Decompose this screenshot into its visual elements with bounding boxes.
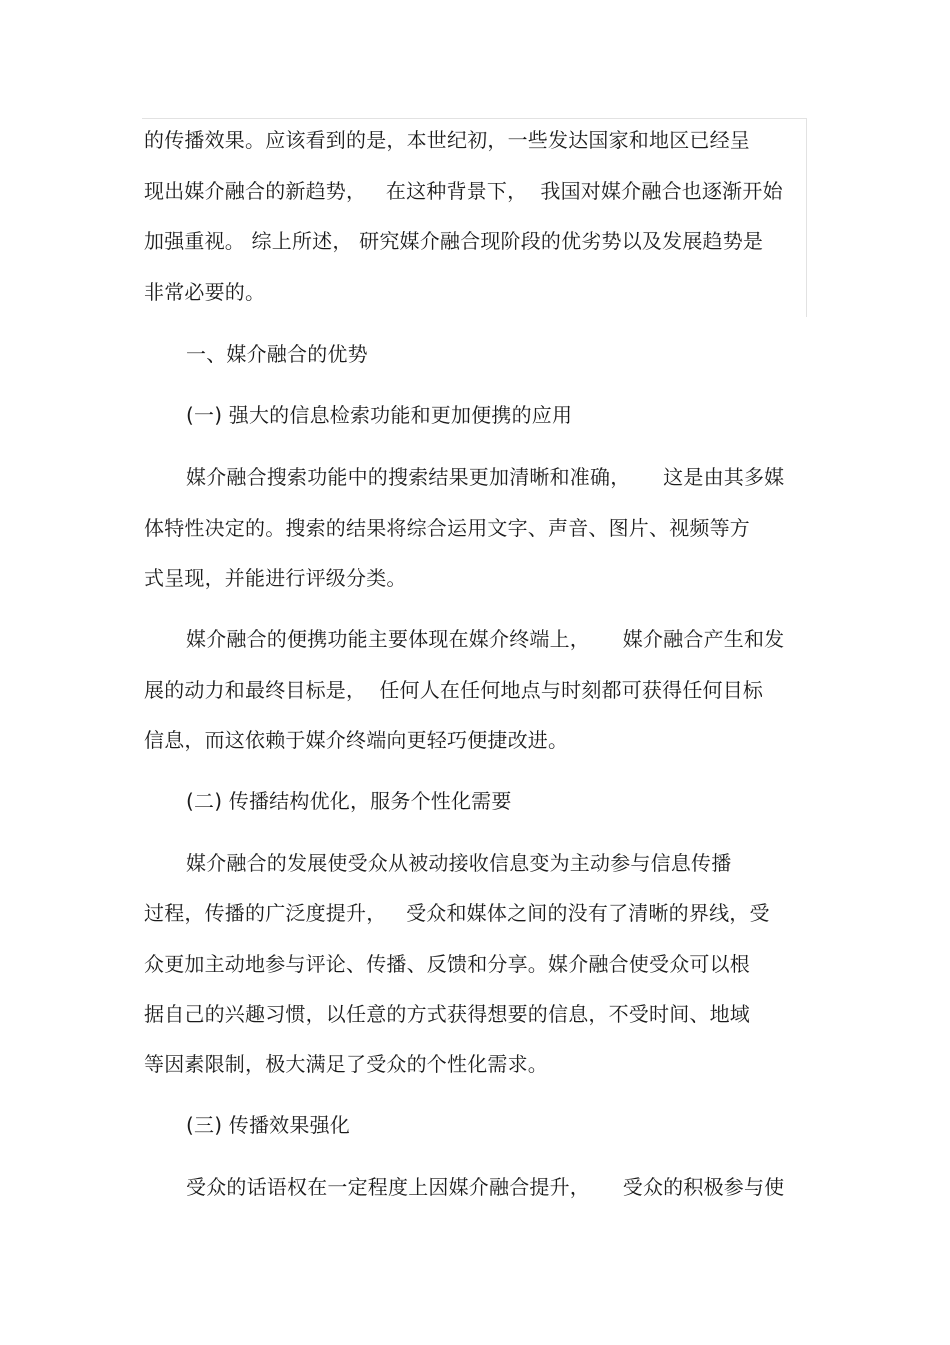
paragraph-line: 众更加主动地参与评论、传播、反馈和分享。媒介融合使受众可以根 [144, 952, 750, 976]
paragraph-line: 式呈现，并能进行评级分类。 [144, 566, 407, 590]
paragraph-line: 等因素限制，极大满足了受众的个性化需求。 [144, 1052, 548, 1076]
subsection-heading: (二) 传播结构优化，服务个性化需要 [186, 789, 512, 813]
paragraph-line: 受众的话语权在一定程度上因媒介融合提升， 受众的积极参与使 [186, 1175, 785, 1199]
subsection-heading: (一) 强大的信息检索功能和更加便携的应用 [186, 403, 573, 427]
paragraph-line: 过程，传播的广泛度提升， 受众和媒体之间的没有了清晰的界线，受 [144, 901, 770, 925]
paragraph-line: 的传播效果。应该看到的是，本世纪初，一些发达国家和地区已经呈 [144, 128, 750, 152]
paragraph-line: 体特性决定的。搜索的结果将综合运用文字、声音、图片、视频等方 [144, 516, 750, 540]
paragraph-line: 媒介融合的便携功能主要体现在媒介终端上， 媒介融合产生和发 [186, 627, 785, 651]
paragraph-line: 展的动力和最终目标是， 任何人在任何地点与时刻都可获得任何目标 [144, 678, 764, 702]
paragraph-line: 据自己的兴趣习惯，以任意的方式获得想要的信息，不受时间、地域 [144, 1002, 750, 1026]
paragraph-line: 信息，而这依赖于媒介终端向更轻巧便捷改进。 [144, 728, 569, 752]
paragraph-line: 非常必要的。 [144, 280, 266, 304]
paragraph-line: 现出媒介融合的新趋势， 在这种背景下， 我国对媒介融合也逐渐开始 [144, 179, 783, 203]
paragraph-line: 加强重视。 综上所述， 研究媒介融合现阶段的优劣势以及发展趋势是 [144, 229, 764, 253]
paragraph-line: 媒介融合的发展使受众从被动接收信息变为主动参与信息传播 [186, 851, 732, 875]
subsection-heading: (三) 传播效果强化 [186, 1113, 350, 1137]
paragraph-line: 媒介融合搜索功能中的搜索结果更加清晰和准确， 这是由其多媒 [186, 465, 785, 489]
section-heading: 一、媒介融合的优势 [186, 342, 368, 366]
